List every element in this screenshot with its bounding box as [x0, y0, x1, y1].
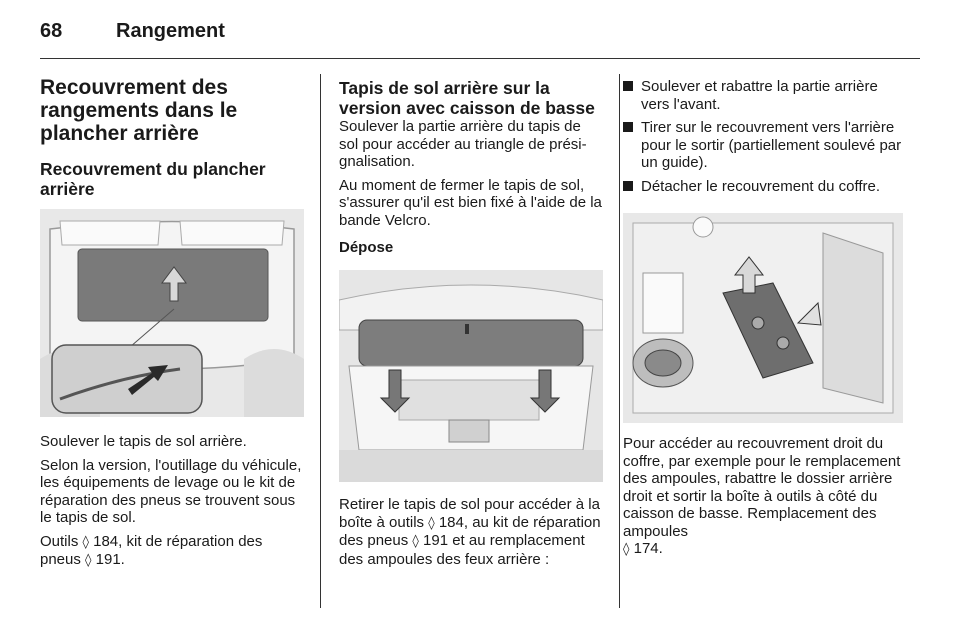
subsection-heading: Dépose: [339, 239, 394, 256]
reference-arrow-icon: ◊: [623, 542, 630, 557]
page-title: Rangement: [116, 20, 225, 42]
column-1: [40, 76, 304, 576]
paragraph: Soulever le tapis de sol arrière.: [40, 433, 247, 450]
list-item: Soulever et rabattre la partie arrière vers l'avant.: [623, 78, 903, 113]
column-2: [339, 78, 603, 574]
section-heading: Tapis de sol arrière sur la version avec caisson de basse: [339, 78, 595, 118]
bullet-icon: [623, 81, 633, 91]
subsection-heading: Recouvrement du plancher arrière: [40, 159, 266, 199]
paragraph: Pour accéder au recouvrement droit du coffre, par exemple pour le remplacement des ampoules, rabattre le dossier arrière droit et sortir la boîte à outils à côté du caisson de basse. Remplacement des ampoules ◊ 174.: [623, 435, 901, 557]
column-divider: [320, 74, 321, 608]
paragraph: Selon la version, l'outillage du véhicule, les équipements de levage ou le kit de réparation des pneus se trouvent sous le tapis de sol.: [40, 456, 302, 526]
reference-arrow-icon: ◊: [85, 553, 92, 568]
rear-floor-cover-illustration: [40, 209, 304, 417]
paragraph: Soulever la partie arrière du tapis de sol pour accéder au triangle de présignalisation.: [339, 118, 587, 170]
reference-arrow-icon: ◊: [412, 534, 419, 549]
reference-arrow-icon: ◊: [428, 515, 435, 531]
instruction-list: [623, 78, 903, 195]
page-number: 68: [40, 20, 63, 42]
paragraph: Outils ◊ 184, kit de réparation des pneus ◊ 191.: [40, 532, 263, 568]
bullet-icon: [623, 181, 633, 191]
bullet-icon: [623, 122, 633, 132]
floor-mat-removal-illustration: [339, 270, 603, 482]
paragraph: Au moment de fermer le tapis de sol, s'assurer qu'il est bien fixé à l'aide de la bande Velcro.: [339, 176, 602, 229]
list-item: Tirer sur le recouvrement vers l'arrière pour le sortir (partiellement soulevé par un guide).: [623, 119, 903, 172]
column-divider: [619, 74, 620, 608]
side-cover-illustration: [623, 213, 903, 423]
reference-arrow-icon: ◊: [82, 534, 89, 550]
section-heading: Recouvrement des rangements dans le plancher arrière: [40, 76, 238, 145]
paragraph: Retirer le tapis de sol pour accéder à la boîte à outils ◊ 184, au kit de réparation des pneus ◊ 191 et au remplacement des ampoules des feux arrière :: [339, 496, 601, 568]
list-item: Détacher le recouvrement du coffre.: [623, 178, 903, 196]
column-3: [623, 78, 903, 565]
page-header: [40, 18, 920, 59]
